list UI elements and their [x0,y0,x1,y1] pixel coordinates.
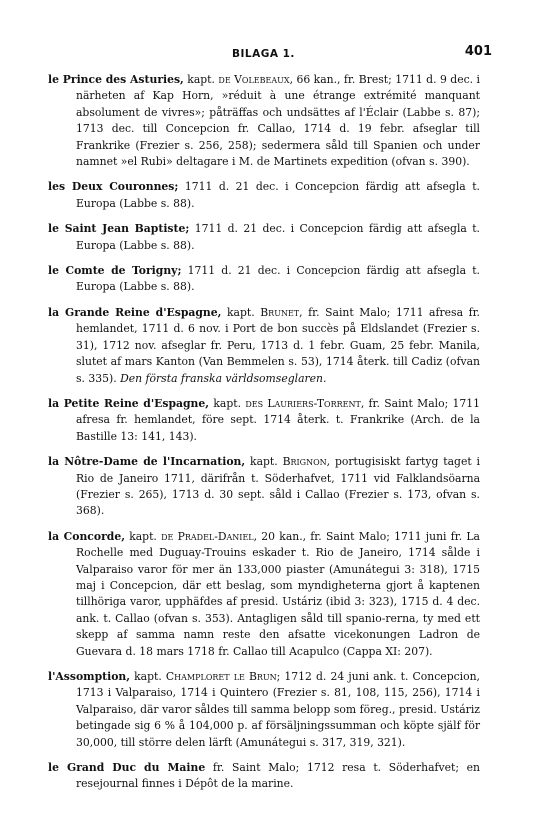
ship-name: la Nôtre-Dame de l'Incarnation, [48,455,246,469]
page-number: 401 [464,44,492,59]
captain-name: de Pradel-Daniel [161,529,254,543]
entry-concorde [48,529,480,660]
entry-text: , fr. Saint Malo; 1711 afresa fr. hemlandet, före sept. 1714 återk. t. Frankrike (Arch. de la Bastille 13: 141, 143). [76,396,480,443]
captain-name: Brignon [282,455,327,469]
ship-name: l'Assomption, [48,670,131,683]
ship-name: le Grand Duc du Maine [48,761,206,775]
entry-notre-dame-de-l-incarnation [48,454,480,520]
italic-note: Den första franska världsomseglaren. [120,371,327,385]
ship-name: la Grande Reine d'Espagne, [48,305,222,319]
captain-name: Champloret le Brun [165,670,277,683]
entry-grande-reine-d-espagne [48,305,480,387]
entry-deux-couronnes [48,179,480,212]
entry-petite-reine-d-espagne [48,396,480,445]
captain-name: Brunet [260,305,300,319]
captain-name: de Volebeaux [218,73,290,86]
entry-text: , portugisiskt fartyg taget i Rio de Janeiro 1711, därifrån t. Söderhafvet, 1711 vid Falklandsöarna (Frezier s. 265), 1713 d. 30 sept. såld i Callao (Frezier s. 173, ofvan s. 368). [76,455,480,518]
entry-text: fr. Saint Malo; 1712 resa t. Söderhafvet; en resejournal finnes i Dépôt de la marine. [76,761,481,791]
entry-prince-des-asturies [48,72,480,170]
entry-text: kapt. [221,305,261,319]
ship-name: la Concorde, [48,529,125,543]
entry-text: , fr. Saint Malo; 1711 afresa fr. hemlandet, 1711 d. 6 nov. i Port de bon succès på Eldslandet (Frezier s. 31), 1712 nov. afseglar fr. Peru, 1713 d. 1 febr. Guam, 25 febr. Manila, slutet af mars Kanton (Van Bemmelen s. 53), 1714 återk. till Cadiz (ofvan s. 335). [76,305,480,385]
ship-name: le Prince des Asturies, [48,73,184,86]
entry-text: , 20 kan., fr. Saint Malo; 1711 juni fr. La Rochelle med Duguay-Trouins eskader t. Rio de Janeiro, 1714 sålde i Valparaiso varor för mer än 133,000 piaster (Amunátegui 3: 318), 1715 maj i Concepcion, där ett beslag, som myndigheterna gjort å kaptenen tillhöriga varor, upphäfdes af presid. Ustáriz (ibid 3: 323), 1715 d. 4 dec. ank. t. Callao (ofvan s. 353). Antagligen såld till spanio-rerna, ty med ett skepp af samma namn reste den afsatte vicekonungen Ladron de Guevara d. 18 mars 1718 fr. Callao till Acapulco (Cappa XI: 207). [76,529,480,658]
captain-name: des Lauriers-Torrent [245,396,361,410]
ship-name: la Petite Reine d'Espagne, [48,396,210,410]
entry-text: 1711 d. 21 dec. i Concepcion färdig att afsegla t. Europa (Labbe s. 88). [76,222,480,252]
entry-text: kapt. [245,455,283,469]
entry-text: kapt. [124,529,162,543]
entry-text: ; 1712 d. 24 juni ank. t. Concepcion, 1713 i Valparaiso, 1714 i Quintero (Frezier s. 81, 108, 115, 256), 1714 i Valparaiso, där varor såldes till samma belopp som föreg., presid. Ustáriz betingade sig 6 % å 104,000 p. af försäljningssumman och köpte själf för 30,000, till större delen lärft (Amunátegui s. 317, 319, 321). [76,670,480,749]
entry-comte-de-torigny [48,263,480,296]
entry-text: kapt. [209,396,246,410]
entry-text: 1711 d. 21 dec. i Concepcion färdig att afsegla t. Europa (Labbe s. 88). [76,180,480,210]
ship-name: le Comte de Torigny; [48,264,182,278]
entry-text: kapt. [130,670,166,683]
ship-name: le Saint Jean Baptiste; [48,222,190,236]
ship-list [48,72,480,802]
entry-grand-duc-du-maine [48,760,480,793]
entry-text: 1711 d. 21 dec. i Concepcion färdig att afsegla t. Europa (Labbe s. 88). [76,264,480,294]
entry-assomption [48,669,480,751]
entry-text: kapt. [183,73,219,86]
entry-text: , 66 kan., fr. Brest; 1711 d. 9 dec. i närheten af Kap Horn, »réduit à une étrange extrémité manquant absolument de vivres»; påträffas och undsättes af l'Éclair (Labbe s. 87); 1713 dec. till Concepcion fr. Callao, 1714 d. 19 febr. afseglar till Frankrike (Frezier s. 256, 258); sedermera såld till Spanien och under namnet »el Rubi» deltagare i M. de Martinets expedition (ofvan s. 390). [76,73,480,169]
running-title: BILAGA 1. [232,48,295,60]
entry-saint-jean-baptiste [48,221,480,254]
ship-name: les Deux Couronnes; [48,180,179,194]
